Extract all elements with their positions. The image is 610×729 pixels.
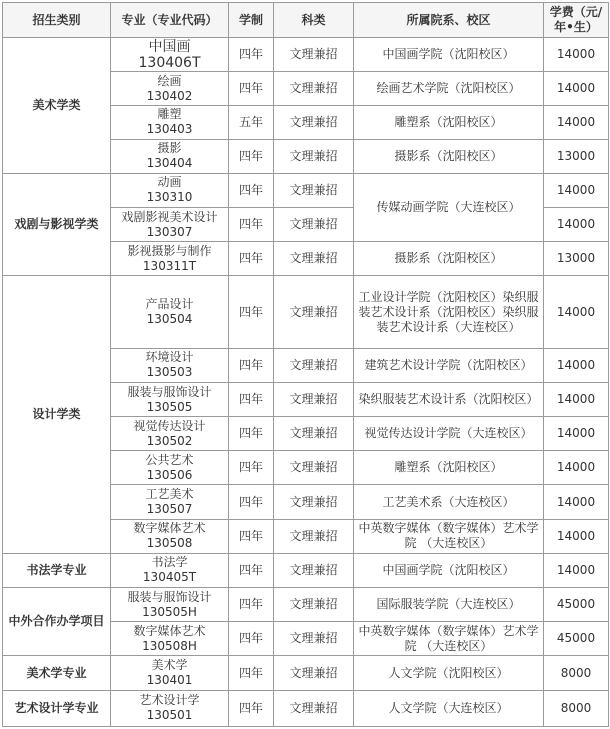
school-cell: 摄影系（沈阳校区）: [354, 242, 544, 276]
years-cell: 四年: [229, 690, 274, 726]
years-cell: 四年: [229, 588, 274, 622]
years-cell: 四年: [229, 173, 274, 207]
fee-cell: 14000: [544, 348, 609, 382]
header-major: 专业（专业代码）: [111, 3, 229, 38]
fee-cell: 14000: [544, 173, 609, 207]
track-cell: 文理兼招: [274, 72, 354, 106]
school-cell: 雕塑系（沈阳校区）: [354, 451, 544, 485]
fee-cell: 14000: [544, 417, 609, 451]
school-cell: 染织服装艺术设计系（沈阳校区）: [354, 382, 544, 416]
major-cell: 服装与服饰设计 130505H: [111, 588, 229, 622]
header-school: 所属院系、校区: [354, 3, 544, 38]
track-cell: 文理兼招: [274, 348, 354, 382]
years-cell: 四年: [229, 417, 274, 451]
category-cell: 美术学专业: [3, 656, 111, 690]
header-category: 招生类别: [3, 3, 111, 38]
years-cell: 四年: [229, 348, 274, 382]
major-cell: 数字媒体艺术 130508: [111, 519, 229, 553]
major-cell: 工艺美术 130507: [111, 485, 229, 519]
major-cell: 书法学 130405T: [111, 553, 229, 587]
category-cell: 戏剧与影视学类: [3, 173, 111, 276]
school-cell: 中国画学院（沈阳校区）: [354, 38, 544, 72]
track-cell: 文理兼招: [274, 656, 354, 690]
table-row: [3, 276, 609, 348]
category-cell: 艺术设计学专业: [3, 690, 111, 726]
fee-cell: 45000: [544, 622, 609, 656]
major-cell: 产品设计 130504: [111, 276, 229, 348]
track-cell: 文理兼招: [274, 38, 354, 72]
school-cell: 中国画学院（沈阳校区）: [354, 553, 544, 587]
years-cell: 四年: [229, 207, 274, 241]
years-cell: 四年: [229, 382, 274, 416]
fee-cell: 14000: [544, 72, 609, 106]
fee-cell: 14000: [544, 382, 609, 416]
school-cell: 雕塑系（沈阳校区）: [354, 106, 544, 139]
school-cell: 工业设计学院（沈阳校区）染织服装艺术设计系（沈阳校区）染织服装艺术设计系（大连校区）: [354, 276, 544, 348]
major-cell: 动画 130310: [111, 173, 229, 207]
track-cell: 文理兼招: [274, 139, 354, 173]
track-cell: 文理兼招: [274, 622, 354, 656]
major-cell: 绘画 130402: [111, 72, 229, 106]
fee-cell: 14000: [544, 106, 609, 139]
years-cell: 四年: [229, 553, 274, 587]
tuition-table: [2, 2, 609, 727]
major-cell: 美术学 130401: [111, 656, 229, 690]
fee-cell: 8000: [544, 690, 609, 726]
major-cell: 艺术设计学 130501: [111, 690, 229, 726]
major-cell: 数字媒体艺术 130508H: [111, 622, 229, 656]
fee-cell: 14000: [544, 451, 609, 485]
track-cell: 文理兼招: [274, 553, 354, 587]
table-row: [3, 588, 609, 622]
fee-cell: 14000: [544, 38, 609, 72]
major-cell: 戏剧影视美术设计 130307: [111, 207, 229, 241]
track-cell: 文理兼招: [274, 276, 354, 348]
category-cell: 书法学专业: [3, 553, 111, 587]
school-cell: 摄影系（沈阳校区）: [354, 139, 544, 173]
track-cell: 文理兼招: [274, 451, 354, 485]
major-cell: 公共艺术 130506: [111, 451, 229, 485]
years-cell: 四年: [229, 656, 274, 690]
track-cell: 文理兼招: [274, 417, 354, 451]
major-cell: 影视摄影与制作 130311T: [111, 242, 229, 276]
category-cell: 美术学类: [3, 38, 111, 174]
major-cell: 环境设计 130503: [111, 348, 229, 382]
major-cell: 雕塑 130403: [111, 106, 229, 139]
category-cell: 中外合作办学项目: [3, 588, 111, 656]
years-cell: 四年: [229, 72, 274, 106]
track-cell: 文理兼招: [274, 382, 354, 416]
years-cell: 四年: [229, 519, 274, 553]
table-row: [3, 38, 609, 72]
fee-cell: 14000: [544, 485, 609, 519]
fee-cell: 14000: [544, 519, 609, 553]
school-cell: 人文学院（沈阳校区）: [354, 656, 544, 690]
table-row: [3, 690, 609, 726]
major-cell: 服装与服饰设计 130505: [111, 382, 229, 416]
track-cell: 文理兼招: [274, 242, 354, 276]
major-cell: 摄影 130404: [111, 139, 229, 173]
header-years: 学制: [229, 3, 274, 38]
major-cell: 视觉传达设计 130502: [111, 417, 229, 451]
track-cell: 文理兼招: [274, 690, 354, 726]
table-row: [3, 553, 609, 587]
header-track: 科类: [274, 3, 354, 38]
track-cell: 文理兼招: [274, 207, 354, 241]
school-cell: 国际服装学院（大连校区）: [354, 588, 544, 622]
fee-cell: 8000: [544, 656, 609, 690]
fee-cell: 13000: [544, 139, 609, 173]
school-cell: 视觉传达设计学院（大连校区）: [354, 417, 544, 451]
track-cell: 文理兼招: [274, 106, 354, 139]
fee-cell: 13000: [544, 242, 609, 276]
years-cell: 五年: [229, 106, 274, 139]
track-cell: 文理兼招: [274, 485, 354, 519]
years-cell: 四年: [229, 485, 274, 519]
track-cell: 文理兼招: [274, 173, 354, 207]
school-cell: 建筑艺术设计学院（沈阳校区）: [354, 348, 544, 382]
years-cell: 四年: [229, 242, 274, 276]
track-cell: 文理兼招: [274, 519, 354, 553]
years-cell: 四年: [229, 139, 274, 173]
fee-cell: 45000: [544, 588, 609, 622]
school-cell: 中英数字媒体（数字媒体）艺术学院 （大连校区）: [354, 519, 544, 553]
school-cell: 人文学院（大连校区）: [354, 690, 544, 726]
track-cell: 文理兼招: [274, 588, 354, 622]
fee-cell: 14000: [544, 276, 609, 348]
years-cell: 四年: [229, 276, 274, 348]
school-cell: 中英数字媒体（数字媒体）艺术学院 （大连校区）: [354, 622, 544, 656]
years-cell: 四年: [229, 451, 274, 485]
header-fee: 学费（元/年•生）: [544, 3, 609, 38]
table-header-row: [3, 3, 609, 38]
school-cell: 传媒动画学院（大连校区）: [354, 173, 544, 241]
table-row: [3, 173, 609, 207]
years-cell: 四年: [229, 622, 274, 656]
school-cell: 工艺美术系（大连校区）: [354, 485, 544, 519]
fee-cell: 14000: [544, 207, 609, 241]
category-cell: 设计学类: [3, 276, 111, 554]
school-cell: 绘画艺术学院（沈阳校区）: [354, 72, 544, 106]
fee-cell: 14000: [544, 553, 609, 587]
table-row: [3, 656, 609, 690]
years-cell: 四年: [229, 38, 274, 72]
major-cell: 中国画 130406T: [111, 38, 229, 72]
